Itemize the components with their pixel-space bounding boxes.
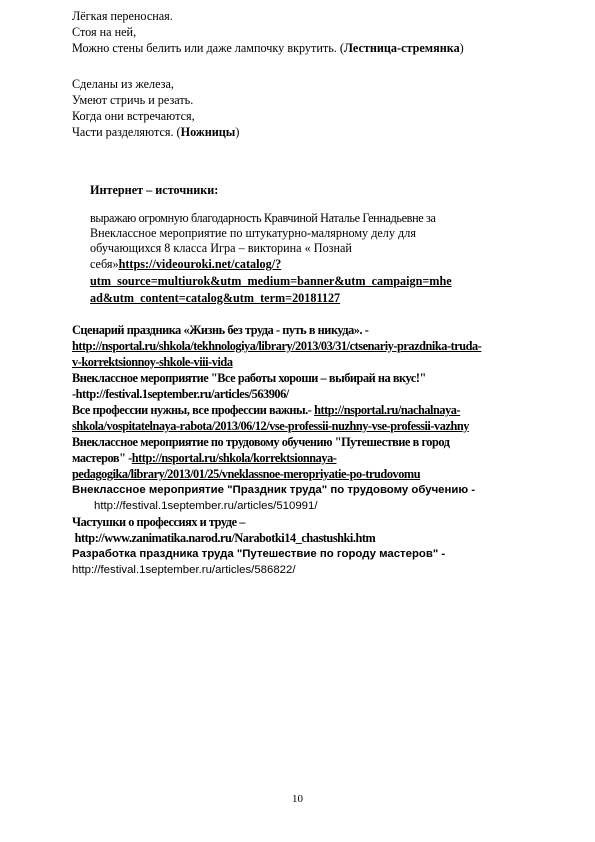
ack-line bbox=[90, 256, 550, 273]
source-link[interactable]: shkola/vospitatelnaya-rabota/2013/06/12/vse-professii-nuzhny-vse-professii-vazhny bbox=[72, 419, 469, 433]
source-title: Частушки о профессиях и труде – bbox=[72, 515, 245, 529]
source-title: Разработка праздника труда "Путешествие по городу мастеров" - bbox=[72, 548, 446, 560]
riddle-scissors bbox=[72, 76, 552, 140]
videouroki-link-cont[interactable]: utm_source=multiurok&utm_medium=banner&utm_campaign=mhe bbox=[90, 274, 452, 288]
source-link[interactable]: http://nsportal.ru/shkola/tekhnologiya/library/2013/03/31/ctsenariy-prazdnika-truda- bbox=[72, 339, 482, 353]
ack-text: себя» bbox=[90, 257, 119, 271]
riddle-ladder bbox=[72, 8, 552, 56]
source-link[interactable]: v-korrektsionnoy-shkole-viii-vida bbox=[72, 355, 233, 369]
ack-line: Внеклассное мероприятие по штукатурно-малярному делу для bbox=[90, 226, 416, 240]
riddle-line: Когда они встречаются, bbox=[72, 109, 195, 123]
videouroki-link[interactable]: https://videouroki.net/catalog/? bbox=[118, 257, 282, 271]
riddle-line bbox=[72, 40, 552, 56]
source-link[interactable]: http://festival.1september.ru/articles/510991/ bbox=[94, 500, 318, 512]
riddle-line: Сделаны из железа, bbox=[72, 77, 174, 91]
source-link[interactable]: http://nsportal.ru/shkola/korrektsionnaya- bbox=[131, 451, 337, 465]
riddle-text: Части разделяются. ( bbox=[72, 125, 181, 139]
source-link[interactable]: -http://festival.1september.ru/articles/563906/ bbox=[72, 387, 289, 401]
riddle-line bbox=[72, 124, 552, 140]
acknowledgement bbox=[90, 211, 550, 307]
riddle-answer: Лестница-стремянка bbox=[343, 41, 460, 55]
source-link[interactable]: http://nsportal.ru/nachalnaya- bbox=[314, 403, 461, 417]
riddle-line: Умеют стричь и резать. bbox=[72, 93, 194, 107]
source-link[interactable]: pedagogika/library/2013/01/25/vneklassnoe-meropriyatie-po-trudovomu bbox=[72, 467, 421, 481]
page-number: 10 bbox=[292, 793, 303, 805]
source-title: Сценарий праздника «Жизнь без труда - путь в никуда». - bbox=[72, 323, 369, 337]
riddle-line: Стоя на ней, bbox=[72, 25, 137, 39]
source-title: мастеров" -http://nsportal.ru/shkola/korrektsionnaya- bbox=[72, 451, 337, 465]
riddle-line: Лёгкая переносная. bbox=[72, 9, 173, 23]
riddle-close: ) bbox=[235, 125, 240, 139]
ack-line: обучающихся 8 класса Игра – викторина « Познай bbox=[90, 241, 352, 255]
source-title: Все профессии нужны, все профессии важны.- http://nsportal.ru/nachalnaya- bbox=[72, 403, 461, 417]
videouroki-link-cont[interactable]: ad&utm_content=catalog&utm_term=20181127 bbox=[90, 291, 341, 305]
riddle-answer: Ножницы bbox=[180, 125, 236, 139]
internet-sources-heading: Интернет – источники: bbox=[90, 183, 219, 197]
sources-list bbox=[72, 322, 552, 578]
source-title: Внеклассное мероприятие "Все работы хороши – выбирай на вкус!" bbox=[72, 371, 426, 385]
riddle-text: Можно стены белить или даже лампочку вкрутить. ( bbox=[72, 41, 344, 55]
source-link[interactable]: http://festival.1september.ru/articles/586822/ bbox=[72, 564, 296, 576]
ack-line: выражаю огромную благодарность Кравчиной Наталье Геннадьевне за bbox=[90, 211, 436, 225]
source-link[interactable]: http://www.zanimatika.narod.ru/Narabotki14_chastushki.htm bbox=[72, 531, 376, 545]
source-title: Внеклассное мероприятие по трудовому обучению "Путешествие в город bbox=[72, 435, 450, 449]
source-title: Внеклассное мероприятие "Праздник труда" по трудовому обучению - bbox=[72, 484, 476, 496]
riddle-close: ) bbox=[459, 41, 464, 55]
